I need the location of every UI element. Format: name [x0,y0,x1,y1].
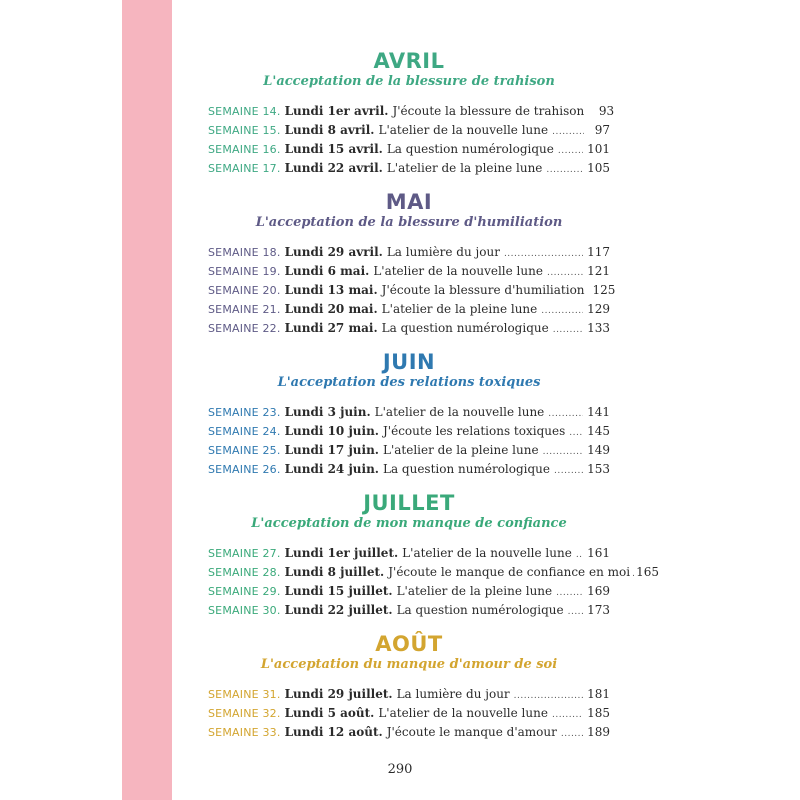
section-aout [208,631,610,742]
entry-date: Lundi 20 mai. [284,302,378,316]
entry-date: Lundi 24 juin. [284,462,379,476]
page-number: 129 [587,302,610,316]
week-label: SEMAINE 27. [208,547,281,560]
dot-leader [552,123,584,142]
section-avril [208,48,615,178]
entry-title: L'atelier de la nouvelle lune [373,264,543,278]
week-label: SEMAINE 18. [208,246,281,259]
entry-title: L'atelier de la nouvelle lune [402,546,572,560]
entry-title: La lumière du jour [386,245,500,259]
section-juillet [208,490,659,620]
section-juin [208,349,610,479]
week-label: SEMAINE 16. [208,143,281,156]
dot-leader [569,424,583,443]
page-number: 101 [587,142,610,156]
week-label: SEMAINE 31. [208,688,281,701]
page-number: 173 [587,603,610,617]
toc-entry[interactable] [208,140,610,159]
page-number: 93 [598,104,615,118]
week-label: SEMAINE 26. [208,463,281,476]
month-heading: JUIN [382,350,436,374]
page-number: 133 [587,321,610,335]
week-label: SEMAINE 28. [208,566,281,579]
entry-date: Lundi 29 avril. [284,245,383,259]
page-number: 169 [587,584,610,598]
entry-date: Lundi 3 juin. [284,405,371,419]
month-heading: AVRIL [373,49,445,73]
page-number: 165 [636,565,659,579]
toc-entry[interactable] [208,121,610,140]
toc-entry[interactable] [208,582,610,601]
page-number: 185 [587,706,610,720]
dot-leader [558,142,583,161]
page-number: 105 [587,161,610,175]
entry-date: Lundi 15 juillet. [284,584,393,598]
entry-title: La question numérologique [386,142,554,156]
entry-title: J'écoute les relations toxiques [382,424,566,438]
entry-date: Lundi 5 août. [284,706,375,720]
entry-title: L'atelier de la nouvelle lune [378,706,548,720]
week-label: SEMAINE 29. [208,585,281,598]
dot-leader [632,565,634,584]
page-number: 181 [587,687,610,701]
entry-date: Lundi 8 avril. [284,123,375,137]
entry-title: L'atelier de la pleine lune [386,161,543,175]
page-number: 189 [587,725,610,739]
toc-entry[interactable] [208,300,610,319]
entry-title: L'atelier de la pleine lune [382,443,539,457]
page-number: 121 [587,264,610,278]
dot-leader [554,462,583,481]
toc-entry[interactable] [208,460,610,479]
page-number: 149 [587,443,610,457]
entry-title: La lumière du jour [396,687,510,701]
month-heading: MAI [385,190,433,214]
toc-entry[interactable] [208,422,610,441]
section-mai [208,189,616,338]
week-label: SEMAINE 30. [208,604,281,617]
week-label: SEMAINE 21. [208,303,281,316]
page-number: 125 [592,283,616,297]
page-number: 117 [587,245,610,259]
entry-title: J'écoute la blessure de trahison [392,104,585,118]
entry-date: Lundi 1er avril. [284,104,389,118]
pink-margin-band [122,0,172,800]
week-label: SEMAINE 20. [208,284,281,297]
entry-date: Lundi 27 mai. [284,321,378,335]
toc-entry[interactable] [208,685,610,704]
entry-title: J'écoute le manque de confiance en moi [388,565,631,579]
week-label: SEMAINE 15. [208,124,281,137]
entry-title: La question numérologique [381,321,549,335]
week-label: SEMAINE 14. [208,105,281,118]
week-label: SEMAINE 25. [208,444,281,457]
page-folio: 290 [387,762,413,777]
week-label: SEMAINE 23. [208,406,281,419]
section-subtitle: L'acceptation de la blessure de trahison [263,74,555,89]
month-heading: AOÛT [375,632,443,656]
toc-entry[interactable] [208,601,610,620]
week-label: SEMAINE 33. [208,726,281,739]
dot-leader [553,321,583,340]
section-subtitle: L'acceptation de mon manque de confiance [251,516,567,531]
toc-entry[interactable] [208,102,615,121]
entry-date: Lundi 15 avril. [284,142,383,156]
dot-leader [568,603,584,622]
section-subtitle: L'acceptation des relations toxiques [277,375,541,390]
toc-entry[interactable] [208,563,659,582]
entry-title: L'atelier de la nouvelle lune [374,405,545,419]
toc-entry[interactable] [208,723,610,742]
page-number: 161 [587,546,610,560]
week-label: SEMAINE 24. [208,425,281,438]
toc-entry[interactable] [208,441,610,460]
section-subtitle: L'acceptation de la blessure d'humiliation [255,215,563,230]
entry-title: L'atelier de la pleine lune [381,302,538,316]
toc-entry[interactable] [208,544,610,563]
entry-title: L'atelier de la nouvelle lune [378,123,549,137]
entry-date: Lundi 22 juillet. [284,603,393,617]
page-number: 141 [587,405,610,419]
week-label: SEMAINE 19. [208,265,281,278]
section-subtitle: L'acceptation du manque d'amour de soi [260,657,558,672]
toc-entry[interactable] [208,243,610,262]
dot-leader [561,725,583,744]
entry-title: L'atelier de la pleine lune [396,584,553,598]
toc-entry[interactable] [208,704,610,723]
week-label: SEMAINE 17. [208,162,281,175]
entry-title: J'écoute la blessure d'humiliation [381,283,585,297]
entry-date: Lundi 12 août. [284,725,383,739]
entry-date: Lundi 17 juin. [284,443,379,457]
page-number: 97 [594,123,610,137]
entry-date: Lundi 1er juillet. [284,546,399,560]
toc-entry[interactable] [208,281,616,300]
entry-title: La question numérologique [382,462,551,476]
entry-title: J'écoute le manque d'amour [386,725,557,739]
table-of-contents [208,48,659,753]
page-number: 145 [587,424,610,438]
entry-date: Lundi 10 juin. [284,424,379,438]
entry-date: Lundi 8 juillet. [284,565,385,579]
toc-entry[interactable] [208,262,610,281]
entry-date: Lundi 13 mai. [284,283,378,297]
entry-date: Lundi 6 mai. [284,264,370,278]
week-label: SEMAINE 22. [208,322,281,335]
toc-entry[interactable] [208,403,610,422]
toc-entry[interactable] [208,319,610,338]
toc-entry[interactable] [208,159,610,178]
month-heading: JUILLET [363,491,455,515]
week-label: SEMAINE 32. [208,707,281,720]
page-number: 153 [587,462,610,476]
entry-date: Lundi 22 avril. [284,161,383,175]
dot-leader [546,161,583,180]
entry-title: La question numérologique [396,603,564,617]
entry-date: Lundi 29 juillet. [284,687,393,701]
